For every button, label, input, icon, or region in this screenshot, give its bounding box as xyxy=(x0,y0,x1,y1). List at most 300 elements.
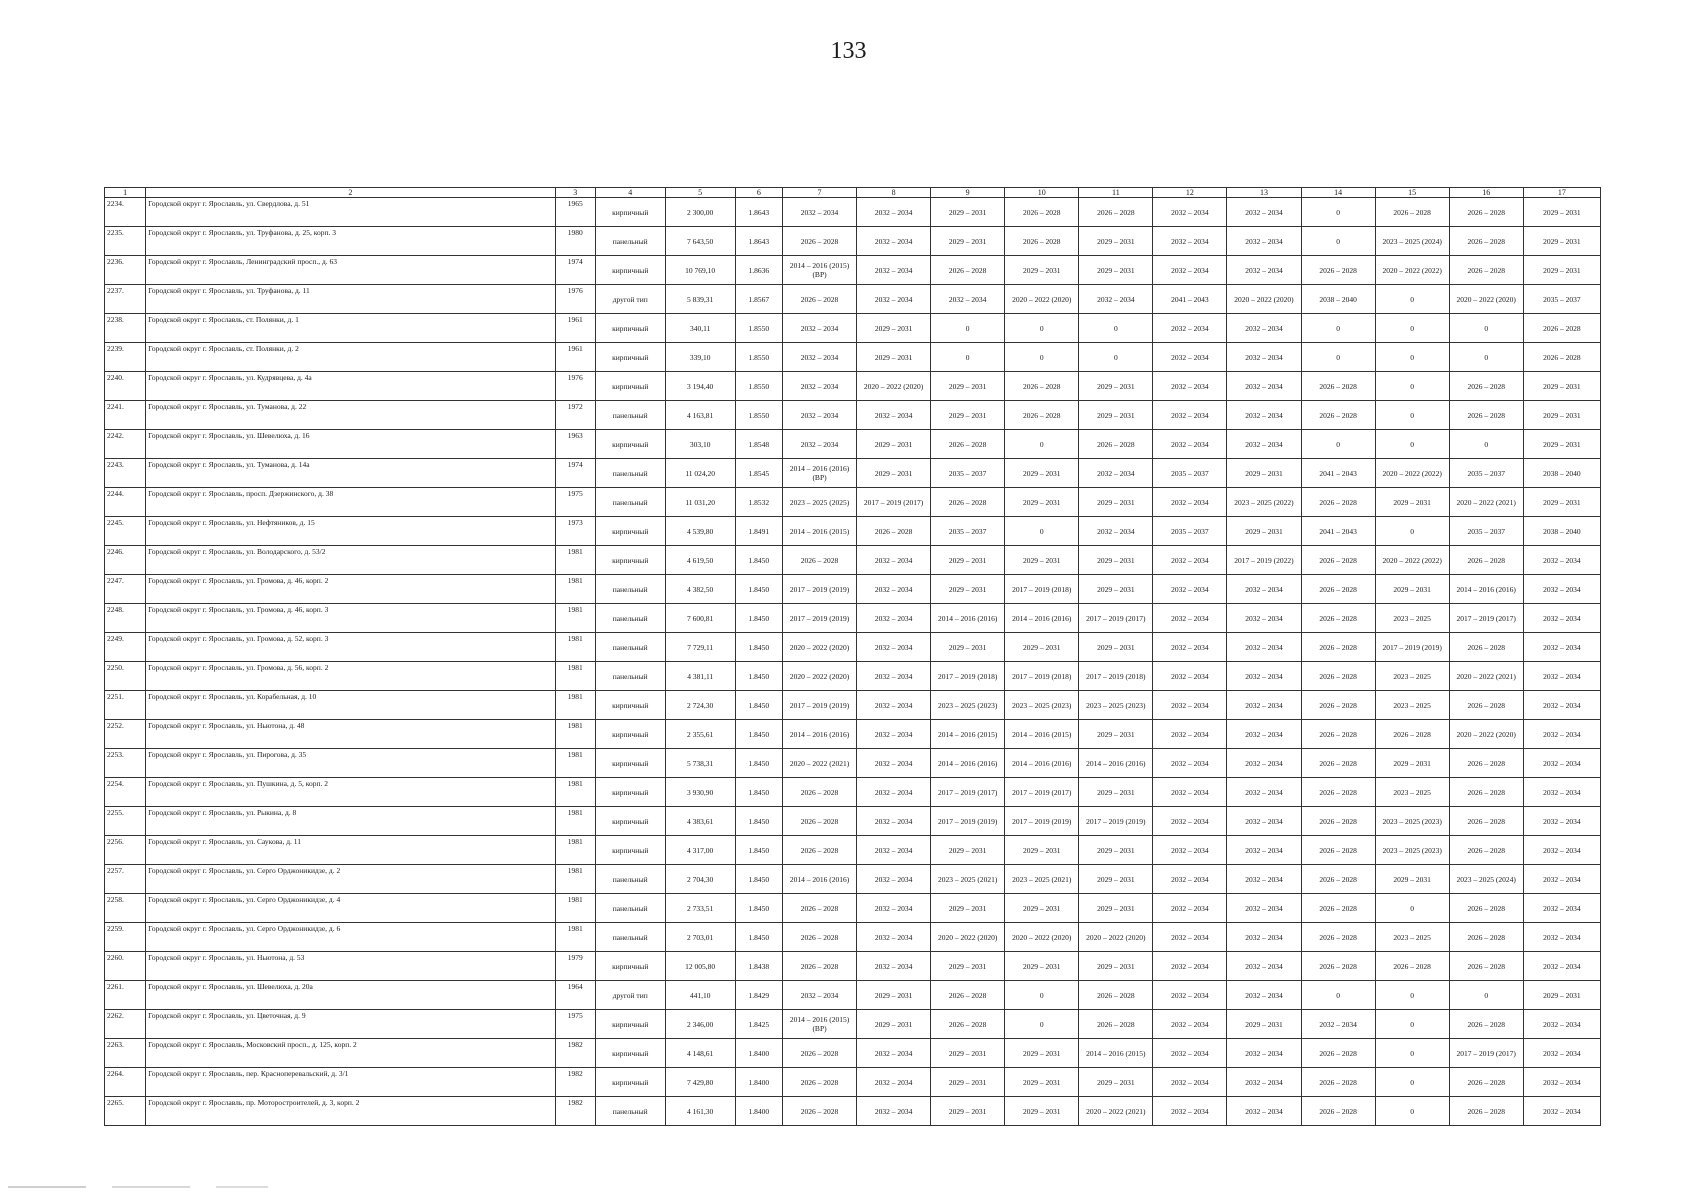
repair-period-cell: 2026 – 2028 xyxy=(782,546,856,575)
repair-period-cell: 2032 – 2034 xyxy=(857,633,931,662)
repair-period-cell: 2032 – 2034 xyxy=(857,1039,931,1068)
repair-period-cell: 2029 – 2031 xyxy=(1523,256,1600,285)
area-cell: 339,10 xyxy=(665,343,735,372)
repair-period-cell: 0 xyxy=(1375,314,1449,343)
repair-period-cell: 2026 – 2028 xyxy=(782,227,856,256)
coefficient-cell: 1.8450 xyxy=(735,778,782,807)
coefficient-cell: 1.8400 xyxy=(735,1068,782,1097)
repair-period-cell: 2041 – 2043 xyxy=(1153,285,1227,314)
repair-period-cell: 2023 – 2025 xyxy=(1375,662,1449,691)
column-header: 1 xyxy=(105,188,146,198)
year-built-cell: 1982 xyxy=(555,1097,595,1126)
repair-period-cell: 2023 – 2025 (2021) xyxy=(931,865,1005,894)
table-row xyxy=(105,546,1601,575)
repair-period-cell: 2029 – 2031 xyxy=(931,372,1005,401)
repair-period-cell: 2029 – 2031 xyxy=(857,314,931,343)
year-built-cell: 1961 xyxy=(555,343,595,372)
repair-period-cell: 2032 – 2034 xyxy=(1079,459,1153,488)
table-row xyxy=(105,633,1601,662)
row-number-cell: 2239. xyxy=(105,343,146,372)
repair-period-cell: 2029 – 2031 xyxy=(1005,894,1079,923)
column-header: 3 xyxy=(555,188,595,198)
area-cell: 4 539,80 xyxy=(665,517,735,546)
repair-period-cell: 2026 – 2028 xyxy=(1079,198,1153,227)
repair-period-cell: 2020 – 2022 (2021) xyxy=(782,749,856,778)
column-header: 14 xyxy=(1301,188,1375,198)
repair-period-cell: 2029 – 2031 xyxy=(1079,401,1153,430)
address-cell: Городской округ г. Ярославль, ул. Саукова, д. 11 xyxy=(146,836,555,865)
repair-period-cell: 2032 – 2034 xyxy=(857,401,931,430)
wall-material-cell: кирпичный xyxy=(595,749,665,778)
repair-period-cell: 2032 – 2034 xyxy=(1153,604,1227,633)
row-number-cell: 2237. xyxy=(105,285,146,314)
year-built-cell: 1961 xyxy=(555,314,595,343)
repair-period-cell: 2038 – 2040 xyxy=(1523,459,1600,488)
repair-period-cell: 0 xyxy=(1301,198,1375,227)
wall-material-cell: кирпичный xyxy=(595,1039,665,1068)
repair-period-cell: 0 xyxy=(1301,981,1375,1010)
repair-period-cell: 2032 – 2034 xyxy=(1227,865,1301,894)
repair-period-cell: 2032 – 2034 xyxy=(1227,372,1301,401)
table-row xyxy=(105,1097,1601,1126)
wall-material-cell: кирпичный xyxy=(595,372,665,401)
year-built-cell: 1976 xyxy=(555,372,595,401)
wall-material-cell: кирпичный xyxy=(595,430,665,459)
repair-period-cell: 2032 – 2034 xyxy=(1227,1097,1301,1126)
repair-period-cell: 2032 – 2034 xyxy=(1153,488,1227,517)
repair-period-cell: 2029 – 2031 xyxy=(857,981,931,1010)
repair-period-cell: 2026 – 2028 xyxy=(1449,227,1523,256)
area-cell: 7 643,50 xyxy=(665,227,735,256)
wall-material-cell: другой тип xyxy=(595,981,665,1010)
repair-period-cell: 2020 – 2022 (2022) xyxy=(1375,256,1449,285)
column-header: 7 xyxy=(782,188,856,198)
repair-period-cell: 2026 – 2028 xyxy=(1449,1068,1523,1097)
repair-period-cell: 2017 – 2019 (2019) xyxy=(782,691,856,720)
repair-period-cell: 2029 – 2031 xyxy=(931,546,1005,575)
repair-period-cell: 2020 – 2022 (2020) xyxy=(1005,285,1079,314)
repair-period-cell: 2029 – 2031 xyxy=(1375,488,1449,517)
repair-period-cell: 2032 – 2034 xyxy=(1153,952,1227,981)
row-number-cell: 2254. xyxy=(105,778,146,807)
repair-period-cell: 2029 – 2031 xyxy=(1523,430,1600,459)
repair-period-cell: 2023 – 2025 (2023) xyxy=(1079,691,1153,720)
repair-period-cell: 2029 – 2031 xyxy=(1005,836,1079,865)
repair-period-cell: 2026 – 2028 xyxy=(1449,778,1523,807)
row-number-cell: 2256. xyxy=(105,836,146,865)
coefficient-cell: 1.8450 xyxy=(735,807,782,836)
repair-period-cell: 2029 – 2031 xyxy=(931,952,1005,981)
row-number-cell: 2258. xyxy=(105,894,146,923)
repair-period-cell: 2029 – 2031 xyxy=(1523,981,1600,1010)
year-built-cell: 1981 xyxy=(555,720,595,749)
repair-period-cell: 2026 – 2028 xyxy=(931,256,1005,285)
area-cell: 2 300,00 xyxy=(665,198,735,227)
repair-period-cell: 2026 – 2028 xyxy=(1449,836,1523,865)
repair-period-cell: 2032 – 2034 xyxy=(1523,923,1600,952)
wall-material-cell: панельный xyxy=(595,894,665,923)
column-header: 12 xyxy=(1153,188,1227,198)
year-built-cell: 1982 xyxy=(555,1068,595,1097)
area-cell: 7 600,81 xyxy=(665,604,735,633)
wall-material-cell: панельный xyxy=(595,227,665,256)
year-built-cell: 1975 xyxy=(555,488,595,517)
row-number-cell: 2245. xyxy=(105,517,146,546)
repair-period-cell: 2032 – 2034 xyxy=(1227,401,1301,430)
repair-period-cell: 2032 – 2034 xyxy=(1227,604,1301,633)
repair-period-cell: 2029 – 2031 xyxy=(1005,1068,1079,1097)
repair-period-cell: 0 xyxy=(1301,314,1375,343)
repair-period-cell: 2020 – 2022 (2020) xyxy=(782,662,856,691)
repair-period-cell: 0 xyxy=(1375,1010,1449,1039)
repair-period-cell: 2035 – 2037 xyxy=(1449,517,1523,546)
column-header: 8 xyxy=(857,188,931,198)
repair-period-cell: 0 xyxy=(1005,314,1079,343)
repair-period-cell: 2020 – 2022 (2020) xyxy=(1227,285,1301,314)
wall-material-cell: другой тип xyxy=(595,285,665,314)
repair-period-cell: 0 xyxy=(1005,981,1079,1010)
repair-period-cell: 0 xyxy=(1375,401,1449,430)
repair-period-cell: 2023 – 2025 xyxy=(1375,923,1449,952)
area-cell: 5 839,31 xyxy=(665,285,735,314)
address-cell: Городской округ г. Ярославль, Ленинградский просп., д. 63 xyxy=(146,256,555,285)
address-cell: Городской округ г. Ярославль, ул. Шевелюха, д. 16 xyxy=(146,430,555,459)
repair-period-cell: 2026 – 2028 xyxy=(1301,488,1375,517)
year-built-cell: 1982 xyxy=(555,1039,595,1068)
repair-period-cell: 2020 – 2022 (2020) xyxy=(857,372,931,401)
repair-period-cell: 2029 – 2031 xyxy=(1079,633,1153,662)
area-cell: 7 429,80 xyxy=(665,1068,735,1097)
repair-period-cell: 2032 – 2034 xyxy=(857,807,931,836)
repair-period-cell: 2026 – 2028 xyxy=(782,778,856,807)
repair-period-cell: 2032 – 2034 xyxy=(857,285,931,314)
table-row xyxy=(105,575,1601,604)
repair-period-cell: 2026 – 2028 xyxy=(782,285,856,314)
area-cell: 2 704,30 xyxy=(665,865,735,894)
repair-period-cell: 2026 – 2028 xyxy=(1005,227,1079,256)
address-cell: Городской округ г. Ярославль, ул. Серго Орджоникидзе, д. 4 xyxy=(146,894,555,923)
row-number-cell: 2234. xyxy=(105,198,146,227)
repair-period-cell: 2032 – 2034 xyxy=(1227,1068,1301,1097)
repair-period-cell: 2026 – 2028 xyxy=(1301,865,1375,894)
table-row xyxy=(105,227,1601,256)
repair-period-cell: 0 xyxy=(1375,372,1449,401)
wall-material-cell: кирпичный xyxy=(595,1068,665,1097)
coefficient-cell: 1.8548 xyxy=(735,430,782,459)
repair-period-cell: 2026 – 2028 xyxy=(1375,198,1449,227)
wall-material-cell: кирпичный xyxy=(595,836,665,865)
repair-period-cell: 2032 – 2034 xyxy=(1523,546,1600,575)
repair-period-cell: 2017 – 2019 (2018) xyxy=(1005,575,1079,604)
repair-period-cell: 2020 – 2022 (2021) xyxy=(1079,1097,1153,1126)
page-number: 133 xyxy=(830,38,867,64)
coefficient-cell: 1.8450 xyxy=(735,923,782,952)
year-built-cell: 1981 xyxy=(555,546,595,575)
row-number-cell: 2259. xyxy=(105,923,146,952)
repair-period-cell: 2032 – 2034 xyxy=(1227,1039,1301,1068)
address-cell: Городской округ г. Ярославль, ул. Ньютона, д. 48 xyxy=(146,720,555,749)
repair-period-cell: 2032 – 2034 xyxy=(1523,1039,1600,1068)
coefficient-cell: 1.8438 xyxy=(735,952,782,981)
repair-period-cell: 2029 – 2031 xyxy=(1079,865,1153,894)
repair-period-cell: 0 xyxy=(1301,227,1375,256)
repair-period-cell: 2032 – 2034 xyxy=(1227,633,1301,662)
table-row xyxy=(105,401,1601,430)
repair-period-cell: 2026 – 2028 xyxy=(1301,749,1375,778)
area-cell: 2 355,61 xyxy=(665,720,735,749)
area-cell: 4 619,50 xyxy=(665,546,735,575)
year-built-cell: 1981 xyxy=(555,749,595,778)
repair-period-cell: 2029 – 2031 xyxy=(1523,401,1600,430)
column-header: 9 xyxy=(931,188,1005,198)
repair-period-cell: 2032 – 2034 xyxy=(782,314,856,343)
repair-period-cell: 2026 – 2028 xyxy=(1301,1068,1375,1097)
row-number-cell: 2255. xyxy=(105,807,146,836)
row-number-cell: 2241. xyxy=(105,401,146,430)
row-number-cell: 2244. xyxy=(105,488,146,517)
wall-material-cell: кирпичный xyxy=(595,720,665,749)
repair-period-cell: 2032 – 2034 xyxy=(1153,256,1227,285)
table-row xyxy=(105,1039,1601,1068)
row-number-cell: 2264. xyxy=(105,1068,146,1097)
row-number-cell: 2257. xyxy=(105,865,146,894)
address-cell: Городской округ г. Ярославль, ул. Громова, д. 46, корп. 2 xyxy=(146,575,555,604)
repair-period-cell: 2029 – 2031 xyxy=(1523,198,1600,227)
coefficient-cell: 1.8400 xyxy=(735,1097,782,1126)
row-number-cell: 2249. xyxy=(105,633,146,662)
repair-period-cell: 2026 – 2028 xyxy=(782,894,856,923)
year-built-cell: 1964 xyxy=(555,981,595,1010)
row-number-cell: 2252. xyxy=(105,720,146,749)
repair-period-cell: 2026 – 2028 xyxy=(1005,198,1079,227)
repair-period-cell: 2029 – 2031 xyxy=(931,227,1005,256)
repair-period-cell: 2032 – 2034 xyxy=(1153,1039,1227,1068)
repair-period-cell: 0 xyxy=(931,343,1005,372)
year-built-cell: 1981 xyxy=(555,807,595,836)
row-number-cell: 2260. xyxy=(105,952,146,981)
repair-period-cell: 2023 – 2025 (2023) xyxy=(931,691,1005,720)
repair-period-cell: 2032 – 2034 xyxy=(1227,952,1301,981)
repair-period-cell: 2023 – 2025 (2025) xyxy=(782,488,856,517)
repair-period-cell: 2026 – 2028 xyxy=(1301,604,1375,633)
wall-material-cell: кирпичный xyxy=(595,517,665,546)
address-cell: Городской округ г. Ярославль, ул. Туманова, д. 14а xyxy=(146,459,555,488)
row-number-cell: 2263. xyxy=(105,1039,146,1068)
repair-period-cell: 2032 – 2034 xyxy=(1227,981,1301,1010)
repair-period-cell: 2029 – 2031 xyxy=(1375,865,1449,894)
repair-period-cell: 2032 – 2034 xyxy=(1153,198,1227,227)
repair-period-cell: 2032 – 2034 xyxy=(1153,575,1227,604)
repair-period-cell: 2032 – 2034 xyxy=(1227,314,1301,343)
column-header: 11 xyxy=(1079,188,1153,198)
row-number-cell: 2262. xyxy=(105,1010,146,1039)
coefficient-cell: 1.8450 xyxy=(735,691,782,720)
repair-period-cell: 2026 – 2028 xyxy=(1449,198,1523,227)
repair-period-cell: 2026 – 2028 xyxy=(1301,720,1375,749)
wall-material-cell: кирпичный xyxy=(595,807,665,836)
repair-period-cell: 2032 – 2034 xyxy=(1523,952,1600,981)
repair-period-cell: 0 xyxy=(1375,894,1449,923)
repair-period-cell: 2029 – 2031 xyxy=(1005,546,1079,575)
repair-period-cell: 2026 – 2028 xyxy=(782,807,856,836)
repair-period-cell: 2032 – 2034 xyxy=(1523,720,1600,749)
wall-material-cell: панельный xyxy=(595,923,665,952)
repair-period-cell: 2032 – 2034 xyxy=(857,778,931,807)
repair-period-cell: 2032 – 2034 xyxy=(1153,227,1227,256)
area-cell: 3 194,40 xyxy=(665,372,735,401)
repair-period-cell: 0 xyxy=(1005,1010,1079,1039)
repair-period-cell: 2032 – 2034 xyxy=(1227,430,1301,459)
repair-period-cell: 2032 – 2034 xyxy=(1153,662,1227,691)
repair-period-cell: 2032 – 2034 xyxy=(1523,894,1600,923)
repair-period-cell: 2032 – 2034 xyxy=(782,430,856,459)
repair-period-cell: 2032 – 2034 xyxy=(931,285,1005,314)
repair-period-cell: 2029 – 2031 xyxy=(1227,517,1301,546)
column-header: 15 xyxy=(1375,188,1449,198)
repair-period-cell: 2032 – 2034 xyxy=(1227,227,1301,256)
area-cell: 2 733,51 xyxy=(665,894,735,923)
year-built-cell: 1972 xyxy=(555,401,595,430)
year-built-cell: 1981 xyxy=(555,604,595,633)
repair-period-cell: 2032 – 2034 xyxy=(1523,1097,1600,1126)
repair-period-cell: 0 xyxy=(1375,1039,1449,1068)
repair-period-cell: 2026 – 2028 xyxy=(1449,923,1523,952)
repair-period-cell: 2029 – 2031 xyxy=(857,430,931,459)
table-row xyxy=(105,836,1601,865)
repair-period-cell: 2032 – 2034 xyxy=(1227,778,1301,807)
repair-period-cell: 2032 – 2034 xyxy=(1523,1068,1600,1097)
area-cell: 303,10 xyxy=(665,430,735,459)
address-cell: Городской округ г. Ярославль, пр. Моторостроителей, д. 3, корп. 2 xyxy=(146,1097,555,1126)
repair-period-cell: 2032 – 2034 xyxy=(1153,343,1227,372)
year-built-cell: 1973 xyxy=(555,517,595,546)
repair-period-cell: 2020 – 2022 (2022) xyxy=(1375,546,1449,575)
coefficient-cell: 1.8550 xyxy=(735,401,782,430)
repair-period-cell: 2014 – 2016 (2015) (ВР) xyxy=(782,1010,856,1039)
repair-period-cell: 2029 – 2031 xyxy=(1005,256,1079,285)
table-body xyxy=(105,198,1601,1126)
repair-period-cell: 2026 – 2028 xyxy=(1301,952,1375,981)
area-cell: 4 317,00 xyxy=(665,836,735,865)
repair-period-cell: 2026 – 2028 xyxy=(1449,952,1523,981)
coefficient-cell: 1.8450 xyxy=(735,633,782,662)
table-row xyxy=(105,314,1601,343)
repair-period-cell: 2032 – 2034 xyxy=(1523,662,1600,691)
address-cell: Городской округ г. Ярославль, ул. Володарского, д. 53/2 xyxy=(146,546,555,575)
repair-period-cell: 2026 – 2028 xyxy=(1523,343,1600,372)
repair-period-cell: 2020 – 2022 (2020) xyxy=(782,633,856,662)
repair-period-cell: 2032 – 2034 xyxy=(1227,256,1301,285)
area-cell: 441,10 xyxy=(665,981,735,1010)
address-cell: Городской округ г. Ярославль, просп. Дзержинского, д. 38 xyxy=(146,488,555,517)
year-built-cell: 1974 xyxy=(555,256,595,285)
coefficient-cell: 1.8450 xyxy=(735,865,782,894)
repair-period-cell: 2029 – 2031 xyxy=(1079,720,1153,749)
repair-period-cell: 0 xyxy=(1005,430,1079,459)
table-row xyxy=(105,952,1601,981)
repair-period-cell: 2026 – 2028 xyxy=(1449,546,1523,575)
repair-period-cell: 2032 – 2034 xyxy=(1153,749,1227,778)
repair-period-cell: 2026 – 2028 xyxy=(1375,720,1449,749)
repair-period-cell: 2032 – 2034 xyxy=(1153,836,1227,865)
repair-period-cell: 2026 – 2028 xyxy=(1449,749,1523,778)
repair-period-cell: 2032 – 2034 xyxy=(857,894,931,923)
coefficient-cell: 1.8450 xyxy=(735,749,782,778)
row-number-cell: 2246. xyxy=(105,546,146,575)
year-built-cell: 1981 xyxy=(555,836,595,865)
year-built-cell: 1979 xyxy=(555,952,595,981)
repair-period-cell: 2032 – 2034 xyxy=(1227,691,1301,720)
repair-period-cell: 2026 – 2028 xyxy=(1301,401,1375,430)
repair-period-cell: 2029 – 2031 xyxy=(1375,749,1449,778)
column-header: 6 xyxy=(735,188,782,198)
repair-period-cell: 2029 – 2031 xyxy=(1005,952,1079,981)
repair-period-cell: 2020 – 2022 (2020) xyxy=(931,923,1005,952)
year-built-cell: 1981 xyxy=(555,778,595,807)
repair-period-cell: 2020 – 2022 (2022) xyxy=(1375,459,1449,488)
repair-period-cell: 2032 – 2034 xyxy=(1153,720,1227,749)
repair-period-cell: 2032 – 2034 xyxy=(1523,633,1600,662)
row-number-cell: 2236. xyxy=(105,256,146,285)
coefficient-cell: 1.8450 xyxy=(735,662,782,691)
repair-period-cell: 2026 – 2028 xyxy=(782,923,856,952)
table-row xyxy=(105,720,1601,749)
repair-period-cell: 2026 – 2028 xyxy=(1301,1097,1375,1126)
repair-period-cell: 2035 – 2037 xyxy=(931,517,1005,546)
repair-period-cell: 2014 – 2016 (2016) xyxy=(931,749,1005,778)
repair-period-cell: 2032 – 2034 xyxy=(1153,1068,1227,1097)
wall-material-cell: панельный xyxy=(595,662,665,691)
address-cell: Городской округ г. Ярославль, ул. Туманова, д. 22 xyxy=(146,401,555,430)
repair-period-cell: 2032 – 2034 xyxy=(857,662,931,691)
repair-period-cell: 2026 – 2028 xyxy=(1449,633,1523,662)
row-number-cell: 2238. xyxy=(105,314,146,343)
repair-period-cell: 0 xyxy=(1375,343,1449,372)
repair-period-cell: 0 xyxy=(1375,1097,1449,1126)
repair-period-cell: 2035 – 2037 xyxy=(931,459,1005,488)
repair-period-cell: 2026 – 2028 xyxy=(1449,1010,1523,1039)
repair-period-cell: 2032 – 2034 xyxy=(857,952,931,981)
repair-period-cell: 2029 – 2031 xyxy=(1523,488,1600,517)
repair-period-cell: 2029 – 2031 xyxy=(1079,778,1153,807)
repair-period-cell: 2026 – 2028 xyxy=(1301,691,1375,720)
repair-period-cell: 2032 – 2034 xyxy=(1227,894,1301,923)
row-number-cell: 2243. xyxy=(105,459,146,488)
repair-period-cell: 2014 – 2016 (2016) xyxy=(931,604,1005,633)
repair-period-cell: 2014 – 2016 (2016) xyxy=(782,865,856,894)
column-header: 16 xyxy=(1449,188,1523,198)
repair-period-cell: 2029 – 2031 xyxy=(931,633,1005,662)
repair-period-cell: 2032 – 2034 xyxy=(857,1068,931,1097)
repair-period-cell: 2017 – 2019 (2018) xyxy=(1005,662,1079,691)
repair-period-cell: 2032 – 2034 xyxy=(1153,372,1227,401)
repair-period-cell: 2026 – 2028 xyxy=(1523,314,1600,343)
repair-period-cell: 2026 – 2028 xyxy=(1449,691,1523,720)
repair-period-cell: 2029 – 2031 xyxy=(1079,372,1153,401)
repair-period-cell: 0 xyxy=(1449,343,1523,372)
address-cell: Городской округ г. Ярославль, ул. Серго Орджоникидзе, д. 2 xyxy=(146,865,555,894)
repair-period-cell: 2032 – 2034 xyxy=(1079,285,1153,314)
address-cell: Городской округ г. Ярославль, ул. Цветочная, д. 9 xyxy=(146,1010,555,1039)
repair-period-cell: 2014 – 2016 (2016) xyxy=(1005,749,1079,778)
repair-period-cell: 2032 – 2034 xyxy=(857,836,931,865)
table-row xyxy=(105,198,1601,227)
repair-period-cell: 2017 – 2019 (2017) xyxy=(1449,604,1523,633)
table-row xyxy=(105,256,1601,285)
repair-period-cell: 2032 – 2034 xyxy=(1153,314,1227,343)
repair-period-cell: 2032 – 2034 xyxy=(1153,1097,1227,1126)
repair-period-cell: 2017 – 2019 (2017) xyxy=(1005,778,1079,807)
